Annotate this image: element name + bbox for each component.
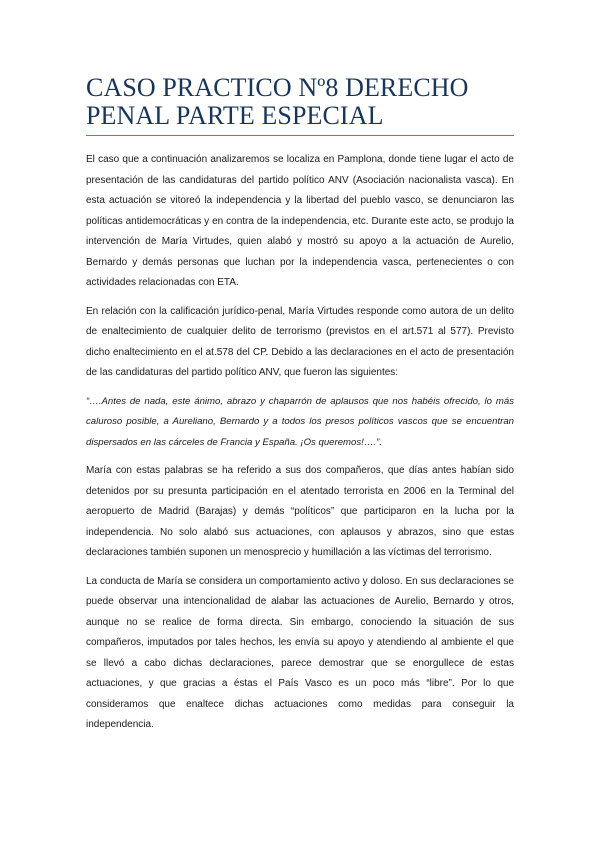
paragraph-conduct: La conducta de María se considera un comportamiento activo y doloso. En sus declaraciones se puede observar una intencionalidad de alabar las actuaciones de Aurelio, Bernardo y otros, aunque no se realice de forma directa. Sin embargo, conociendo la situación de sus compañeros, imputados por tales hechos, les envía su apoyo y atendiendo al ambiente el que se llevó a cabo dichas declaraciones, parece demostrar que se enorgullece de estas actuaciones, y que gracias a éstas el País Vasco es un poco más “libre”. Por lo que consideramos que enaltece dichas actuaciones como medidas para conseguir la independencia. <box>86 575 514 730</box>
paragraph-legal-qualification: En relación con la calificación jurídico-penal, María Virtudes responde como autora de un delito de enaltecimiento de cualquier delito de terrorismo (previstos en el art.571 al 577). Previsto dicho enaltecimiento en el at.578 del CP. Debido a las declaraciones en el acto de presentación de las candidaturas del partido político ANV, que fueron las siguientes: <box>86 305 514 378</box>
paragraph-intro: El caso que a continuación analizaremos se localiza en Pamplona, donde tiene lugar el acto de presentación de las candidaturas del partido político ANV (Asociación nacionalista vasca). En esta actuación se vitoreó la independencia y la libertad del pueblo vasco, se denunciaron las políticas antidemocráticas y en contra de la independencia, etc. Durante este acto, se produjo la intervención de María Virtudes, quien alabó y mostró su apoyo a la actuación de Aurelio, Bernardo y demás personas que luchan por la independencia vasca, pertenecientes o con actividades relacionadas con ETA. <box>86 154 514 288</box>
title-underline-divider <box>86 135 514 136</box>
document-body <box>86 150 514 744</box>
paragraph-analysis: María con estas palabras se ha referido a sus dos compañeros, que días antes habían sido detenidos por su presunta participación en el atentado terrorista en 2006 en la Terminal del aeropuerto de Madrid (Barajas) y demás “políticos” que participaron en la lucha por la independencia. No solo alabó sus actuaciones, con aplausos y abrazos, sino que estas declaraciones también suponen un menosprecio y humillación a las víctimas del terrorismo. <box>86 465 514 558</box>
paragraph-quote: “….Antes de nada, este ánimo, abrazo y chaparrón de aplausos que nos habéis ofrecido, lo más caluroso posible, a Aureliano, Bernardo y a todos los presos políticos vascos que se encuentran dispersados en las cárceles de Francia y España. ¡Os queremos!….”. <box>86 395 514 448</box>
document-title: CASO PRACTICO Nº8 DERECHO PENAL PARTE ESPECIAL <box>86 73 469 130</box>
